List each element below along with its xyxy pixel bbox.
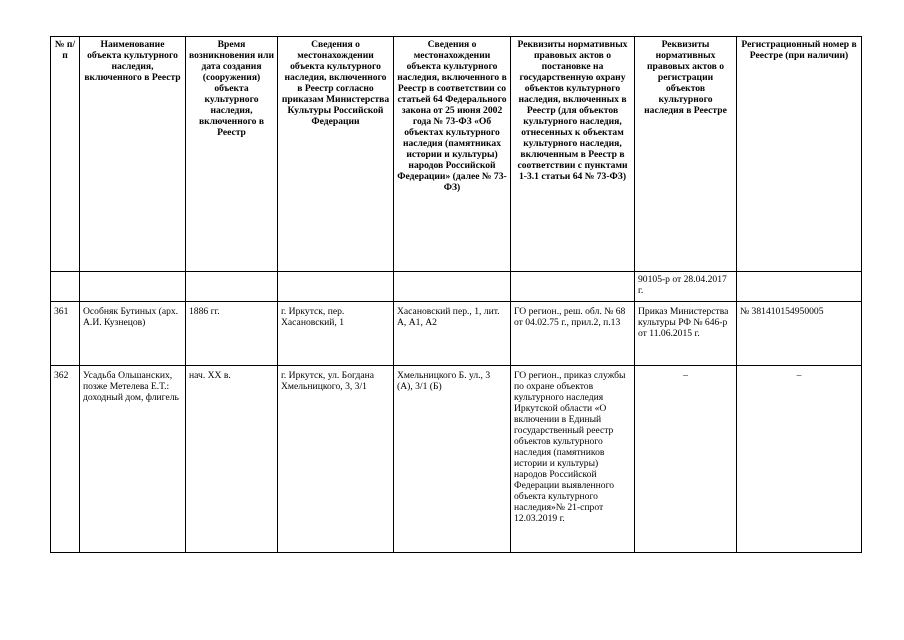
cell-location-64: Хмельницкого Б. ул., 3 (А), 3/1 (Б) (394, 366, 511, 553)
cell-acts-registration: 90105-р от 28.04.2017 г. (635, 272, 737, 302)
header-acts-protection: Реквизиты нормативных правовых актов о постановке на государственную охрану объектов культурного наследия, включенных в Реестр (для объектов культурного наследия, отнесенных к объектам культурного наследия, включенным в Реестр в соответствии с пунктами 1-3.1 статьи 64 № 73-ФЗ) (511, 37, 635, 272)
heritage-register-table (50, 36, 862, 553)
header-number: № п/п (51, 37, 80, 272)
cell (278, 272, 394, 302)
cell-location-mk: г. Иркутск, ул. Богдана Хмельницкого, 3, 3/1 (278, 366, 394, 553)
cell-date: нач. XX в. (186, 366, 278, 553)
cell-name: Усадьба Ольшанских, позже Метелева Е.Т.: доходный дом, флигель (80, 366, 186, 553)
cell (737, 272, 862, 302)
cell-date: 1886 гг. (186, 302, 278, 366)
cell-reg-number: № 381410154950005 (737, 302, 862, 366)
header-location-mk: Сведения о местонахождении объекта культурного наследия, включенного в Реестр согласно приказам Министерства Культуры Российской Федерации (278, 37, 394, 272)
cell-reg-number: – (737, 366, 862, 553)
cell-number: 362 (51, 366, 80, 553)
header-reg-number: Регистрационный номер в Реестре (при наличии) (737, 37, 862, 272)
cell-location-64: Хасановский пер., 1, лит. А, А1, А2 (394, 302, 511, 366)
cell-acts-protection: ГО регион., реш. обл. № 68 от 04.02.75 г., прил.2, п.13 (511, 302, 635, 366)
cell (186, 272, 278, 302)
header-acts-registration: Реквизиты нормативных правовых актов о регистрации объектов культурного наследия в Реестре (635, 37, 737, 272)
table-row (51, 302, 862, 366)
cell-acts-registration: Приказ Министерства культуры РФ № 646-р от 11.06.2015 г. (635, 302, 737, 366)
cell (80, 272, 186, 302)
cell (51, 272, 80, 302)
cell (394, 272, 511, 302)
cell-name: Особняк Бутиных (арх. А.И. Кузнецов) (80, 302, 186, 366)
cell-number: 361 (51, 302, 80, 366)
continuation-row (51, 272, 862, 302)
header-location-64: Сведения о местонахождении объекта культурного наследия, включенного в Реестр в соответствии со статьей 64 Федерального закона от 25 июня 2002 года № 73-ФЗ «Об объектах культурного наследия (памятниках истории и культуры) народов Российской Федерации» (далее № 73-ФЗ) (394, 37, 511, 272)
cell-acts-protection: ГО регион., приказ службы по охране объектов культурного наследия Иркутской области «О включении в Единый государственный реестр объектов культурного наследия (памятников истории и культуры) народов Российской Федерации выявленного объекта культурного наследия»№ 21-спрот 12.03.2019 г. (511, 366, 635, 553)
header-date: Время возникновения или дата создания (сооружения) объекта культурного наследия, включенного в Реестр (186, 37, 278, 272)
cell-location-mk: г. Иркутск, пер. Хасановский, 1 (278, 302, 394, 366)
table-header-row (51, 37, 862, 272)
cell-acts-registration: – (635, 366, 737, 553)
table-row (51, 366, 862, 553)
cell (511, 272, 635, 302)
header-name: Наименование объекта культурного наследия, включенного в Реестр (80, 37, 186, 272)
